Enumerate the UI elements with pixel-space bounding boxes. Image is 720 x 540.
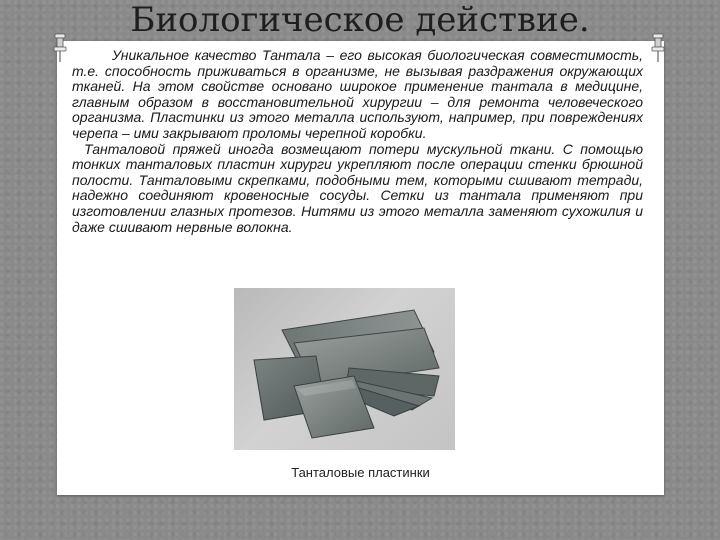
tantalum-plates-photo [234, 288, 455, 450]
slide-title: Биологическое действие. [130, 0, 590, 40]
photo-caption: Танталовые пластинки [291, 465, 430, 480]
body-text [72, 48, 643, 235]
paragraph-2-text: Танталовой пряжей иногда возмещают потери мускульной ткани. С помощью тонких танталовых пластин хирурги укрепляют после операции стенки брюшной полости. Танталовыми скрепками, подобными тем, которыми сшивают тетради, надежно соединяют кровеносные сосуды. Сетки из тантала применяют при изготовлении глазных протезов. Нитями из этого металла заменяют сухожилия и даже сшивают нервные волокна. [72, 140, 643, 235]
tantalum-plates-illustration [234, 288, 455, 450]
pushpin-icon [52, 33, 68, 63]
content-card [57, 41, 664, 495]
paragraph-1 [72, 48, 643, 142]
paragraph-1-text: Уникальное качество Тантала – его высокая биологическая совместимость, т.е. способность приживаться в организме, не вызывая раздражения окружающих тканей. На этом свойстве основано широкое применение тантала в медицине, главным образом в восстановительной хирургии – для ремонта человеческого организма. Пластинки из этого металла используют, например, при повреждениях черепа – ими закрывают проломы черепной коробки. [72, 47, 643, 141]
paragraph-2 [72, 142, 643, 236]
pushpin-icon [650, 33, 666, 63]
